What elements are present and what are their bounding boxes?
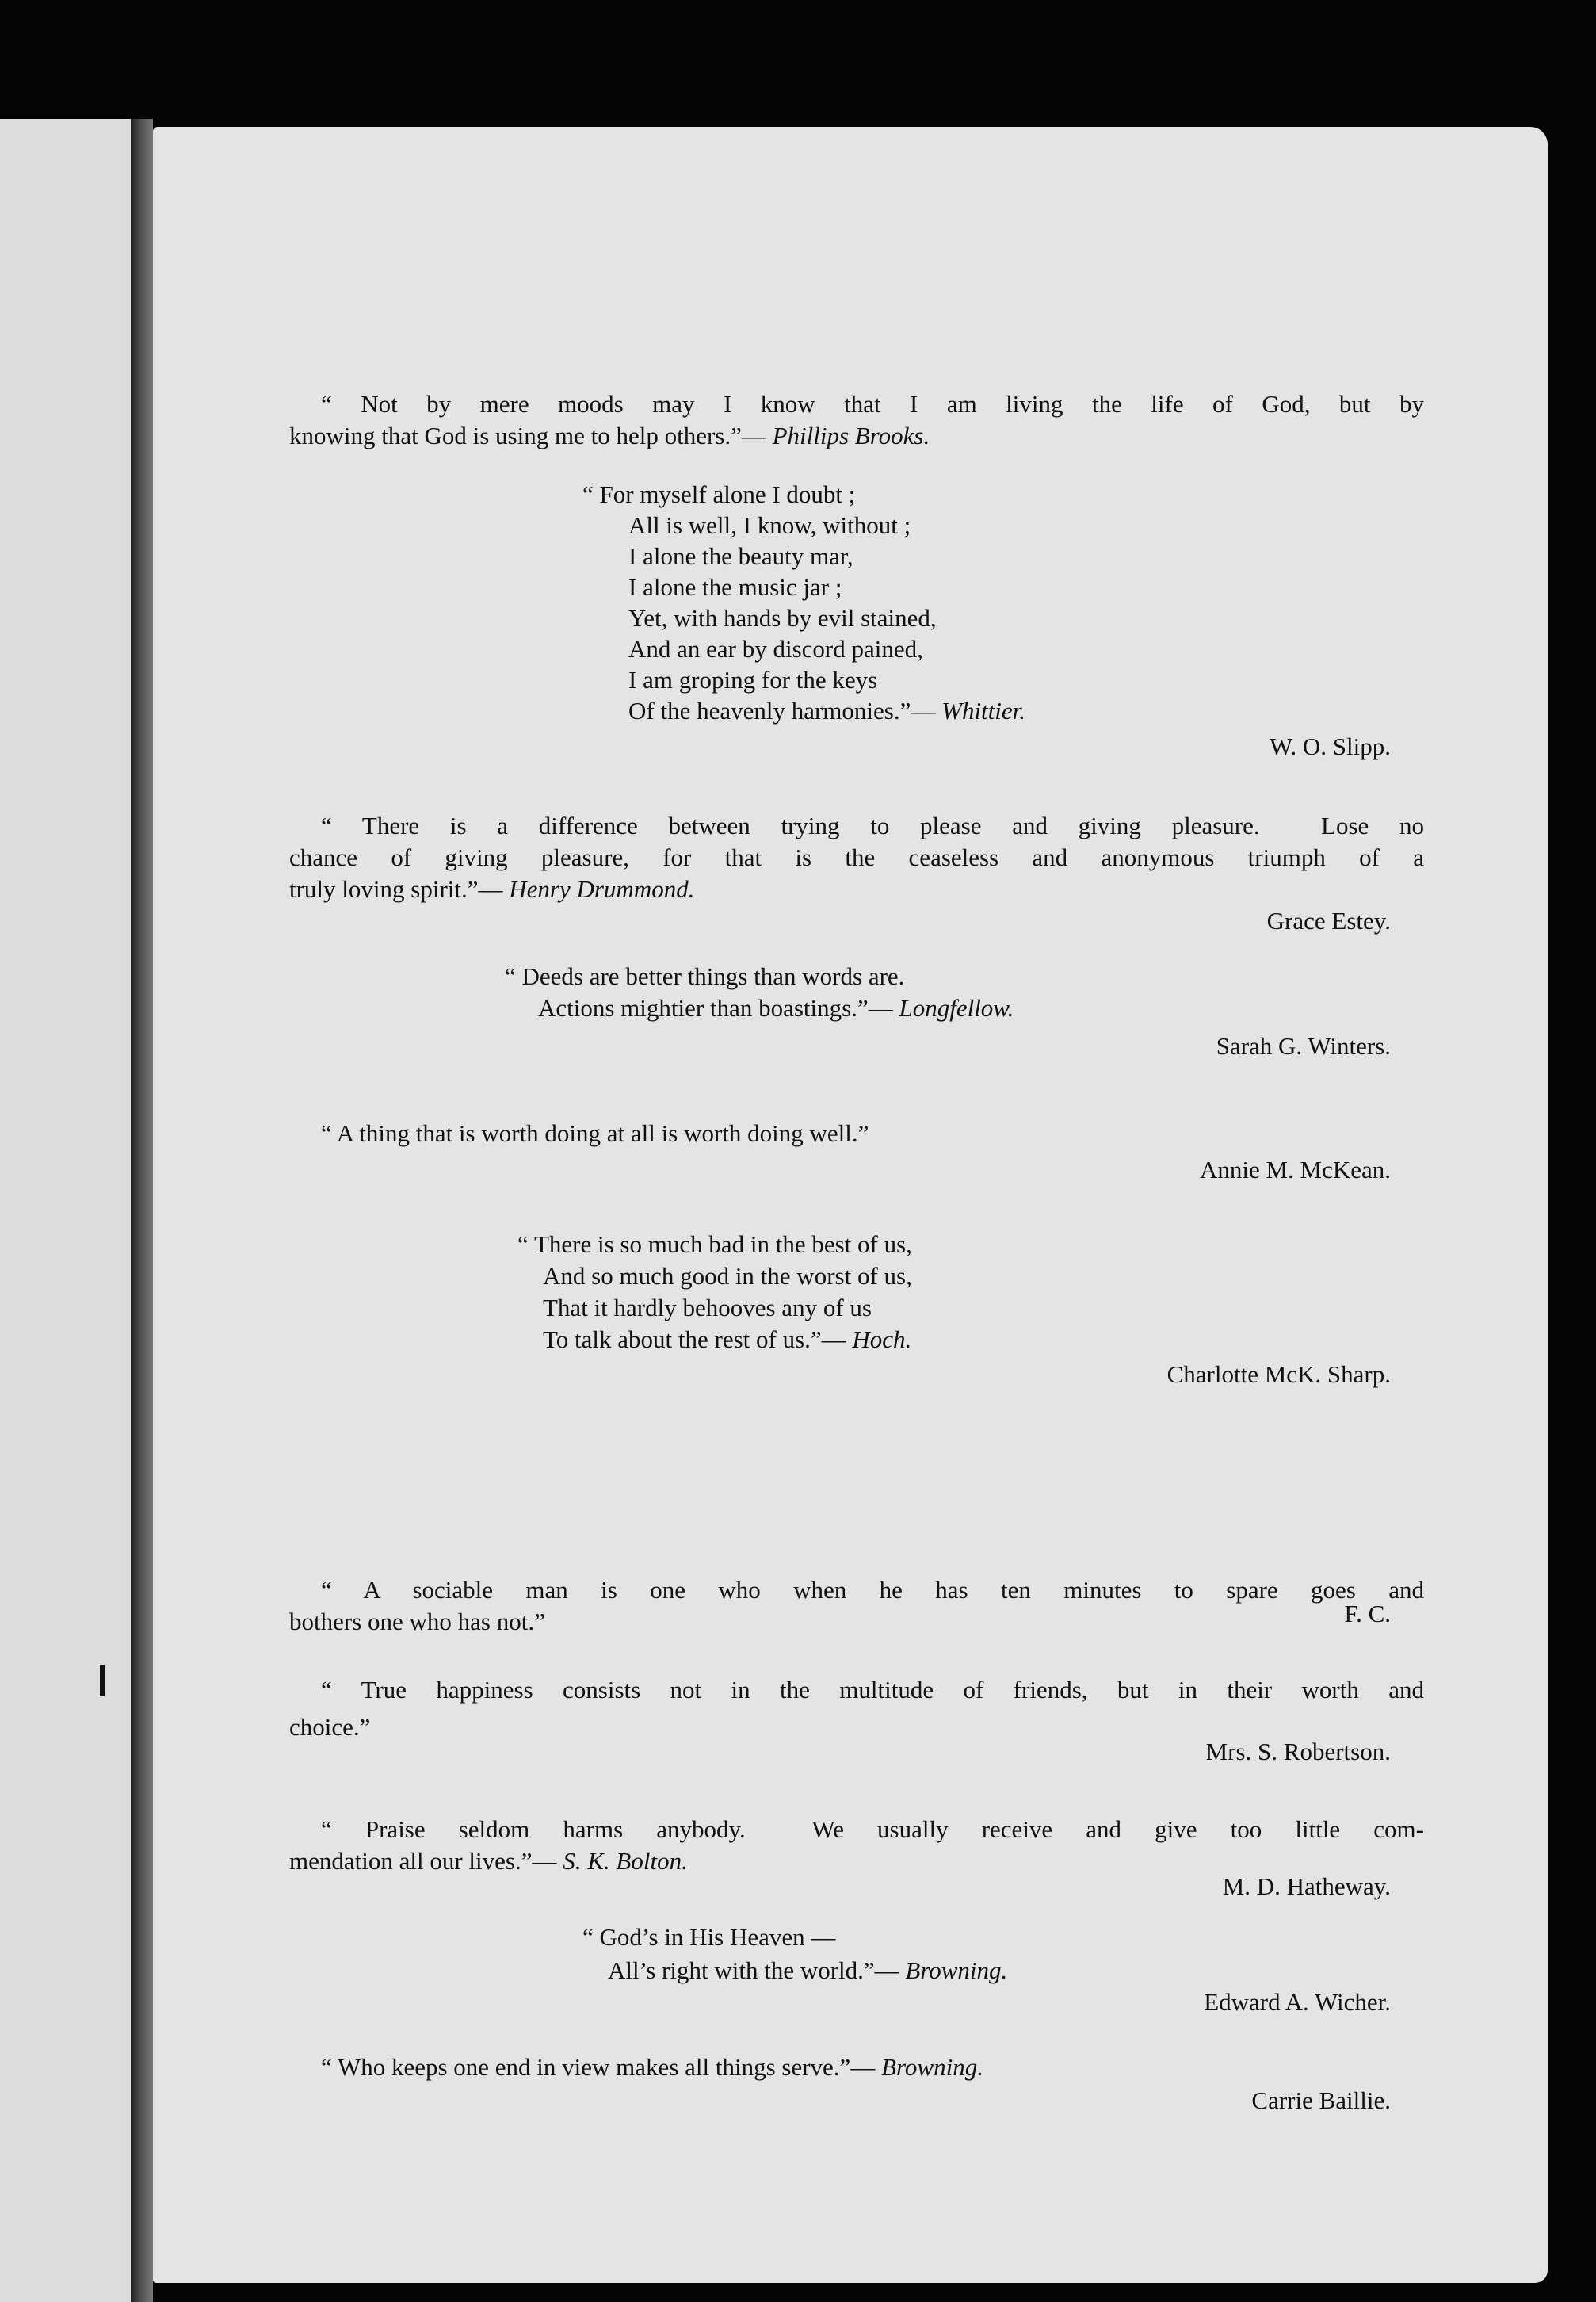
quote-text: Actions mightier than boastings.”— bbox=[538, 994, 899, 1022]
contributor-name: Mrs. S. Robertson. bbox=[1205, 1738, 1391, 1765]
contributor-name: M. D. Hatheway. bbox=[1222, 1872, 1391, 1900]
quote-line bbox=[321, 2052, 983, 2083]
quote-line bbox=[289, 1845, 688, 1877]
verse-line: I alone the beauty mar, bbox=[628, 542, 853, 570]
quote-line: choice.” bbox=[289, 1713, 371, 1741]
contributor-name: Annie M. McKean. bbox=[1199, 1156, 1391, 1184]
contributor-name: F. C. bbox=[1344, 1600, 1391, 1627]
verse-line bbox=[543, 1324, 911, 1356]
quote-line: “ Praise seldom harms anybody. We usually receive and give too little com- bbox=[321, 1815, 1424, 1843]
verse-line: And an ear by discord pained, bbox=[628, 635, 923, 663]
quote-line: chance of giving pleasure, for that is the ceaseless and anonymous triumph of a bbox=[289, 843, 1424, 871]
verse-line: Yet, with hands by evil stained, bbox=[628, 604, 937, 632]
quote-text: “ Who keeps one end in view makes all things serve.”— bbox=[321, 2053, 882, 2081]
contributor-name: Sarah G. Winters. bbox=[1216, 1032, 1391, 1060]
verse-line: “ God’s in His Heaven — bbox=[582, 1923, 836, 1951]
quote-line bbox=[289, 874, 694, 905]
quote-text: truly loving spirit.”— bbox=[289, 875, 510, 903]
quote-source: Hoch. bbox=[852, 1325, 912, 1353]
quote-source: Whittier. bbox=[941, 697, 1026, 725]
verse-line: “ For myself alone I doubt ; bbox=[582, 480, 856, 508]
quote-line: bothers one who has not.” bbox=[289, 1608, 545, 1635]
quote-text: mendation all our lives.”— bbox=[289, 1847, 563, 1875]
contributor-name: Charlotte McK. Sharp. bbox=[1166, 1360, 1391, 1388]
quote-source: S. K. Bolton. bbox=[563, 1847, 688, 1875]
ink-mark bbox=[100, 1665, 105, 1696]
verse-line bbox=[628, 695, 1025, 727]
quote-text: To talk about the rest of us.”— bbox=[543, 1325, 853, 1353]
quote-line: “ There is a difference between trying to please and giving pleasure. Lose no bbox=[321, 812, 1424, 839]
quote-source: Browning. bbox=[905, 1956, 1008, 1984]
quote-source: Phillips Brooks. bbox=[772, 422, 930, 449]
contributor-name: Edward A. Wicher. bbox=[1204, 1988, 1391, 2016]
verse-line: I am groping for the keys bbox=[628, 666, 878, 694]
contributor-name: W. O. Slipp. bbox=[1269, 732, 1391, 760]
quotations-list bbox=[153, 127, 1548, 2283]
quote-text: knowing that God is using me to help others.”— bbox=[289, 422, 773, 449]
contributor-name: Grace Estey. bbox=[1266, 907, 1391, 935]
book-gutter bbox=[131, 119, 153, 2302]
verse-line: All is well, I know, without ; bbox=[628, 511, 911, 539]
quote-line bbox=[289, 420, 930, 452]
quote-text: Of the heavenly harmonies.”— bbox=[628, 697, 942, 725]
quote-source: Longfellow. bbox=[899, 994, 1014, 1022]
verse-line: And so much good in the worst of us, bbox=[543, 1262, 912, 1290]
page bbox=[153, 127, 1548, 2283]
quote-line: “ A sociable man is one who when he has ten minutes to spare goes and bbox=[321, 1576, 1424, 1604]
quote-line: “ A thing that is worth doing at all is worth doing well.” bbox=[321, 1119, 869, 1147]
contributor-name: Carrie Baillie. bbox=[1251, 2086, 1391, 2114]
quote-source: Browning. bbox=[881, 2053, 983, 2081]
quote-text: All’s right with the world.”— bbox=[608, 1956, 906, 1984]
verse-line: “ There is so much bad in the best of us, bbox=[517, 1230, 912, 1258]
verse-line bbox=[608, 1955, 1007, 1987]
quote-line: “ True happiness consists not in the multitude of friends, but in their worth and bbox=[321, 1676, 1424, 1704]
quote-line: “ Not by mere moods may I know that I am living the life of God, but by bbox=[321, 390, 1424, 418]
verse-line: “ Deeds are better things than words are. bbox=[505, 962, 905, 990]
verse-line: That it hardly behooves any of us bbox=[543, 1294, 872, 1321]
verse-line: I alone the music jar ; bbox=[628, 573, 842, 601]
quote-source: Henry Drummond. bbox=[509, 875, 695, 903]
facing-page-edge bbox=[0, 119, 135, 2302]
verse-line bbox=[538, 992, 1014, 1024]
